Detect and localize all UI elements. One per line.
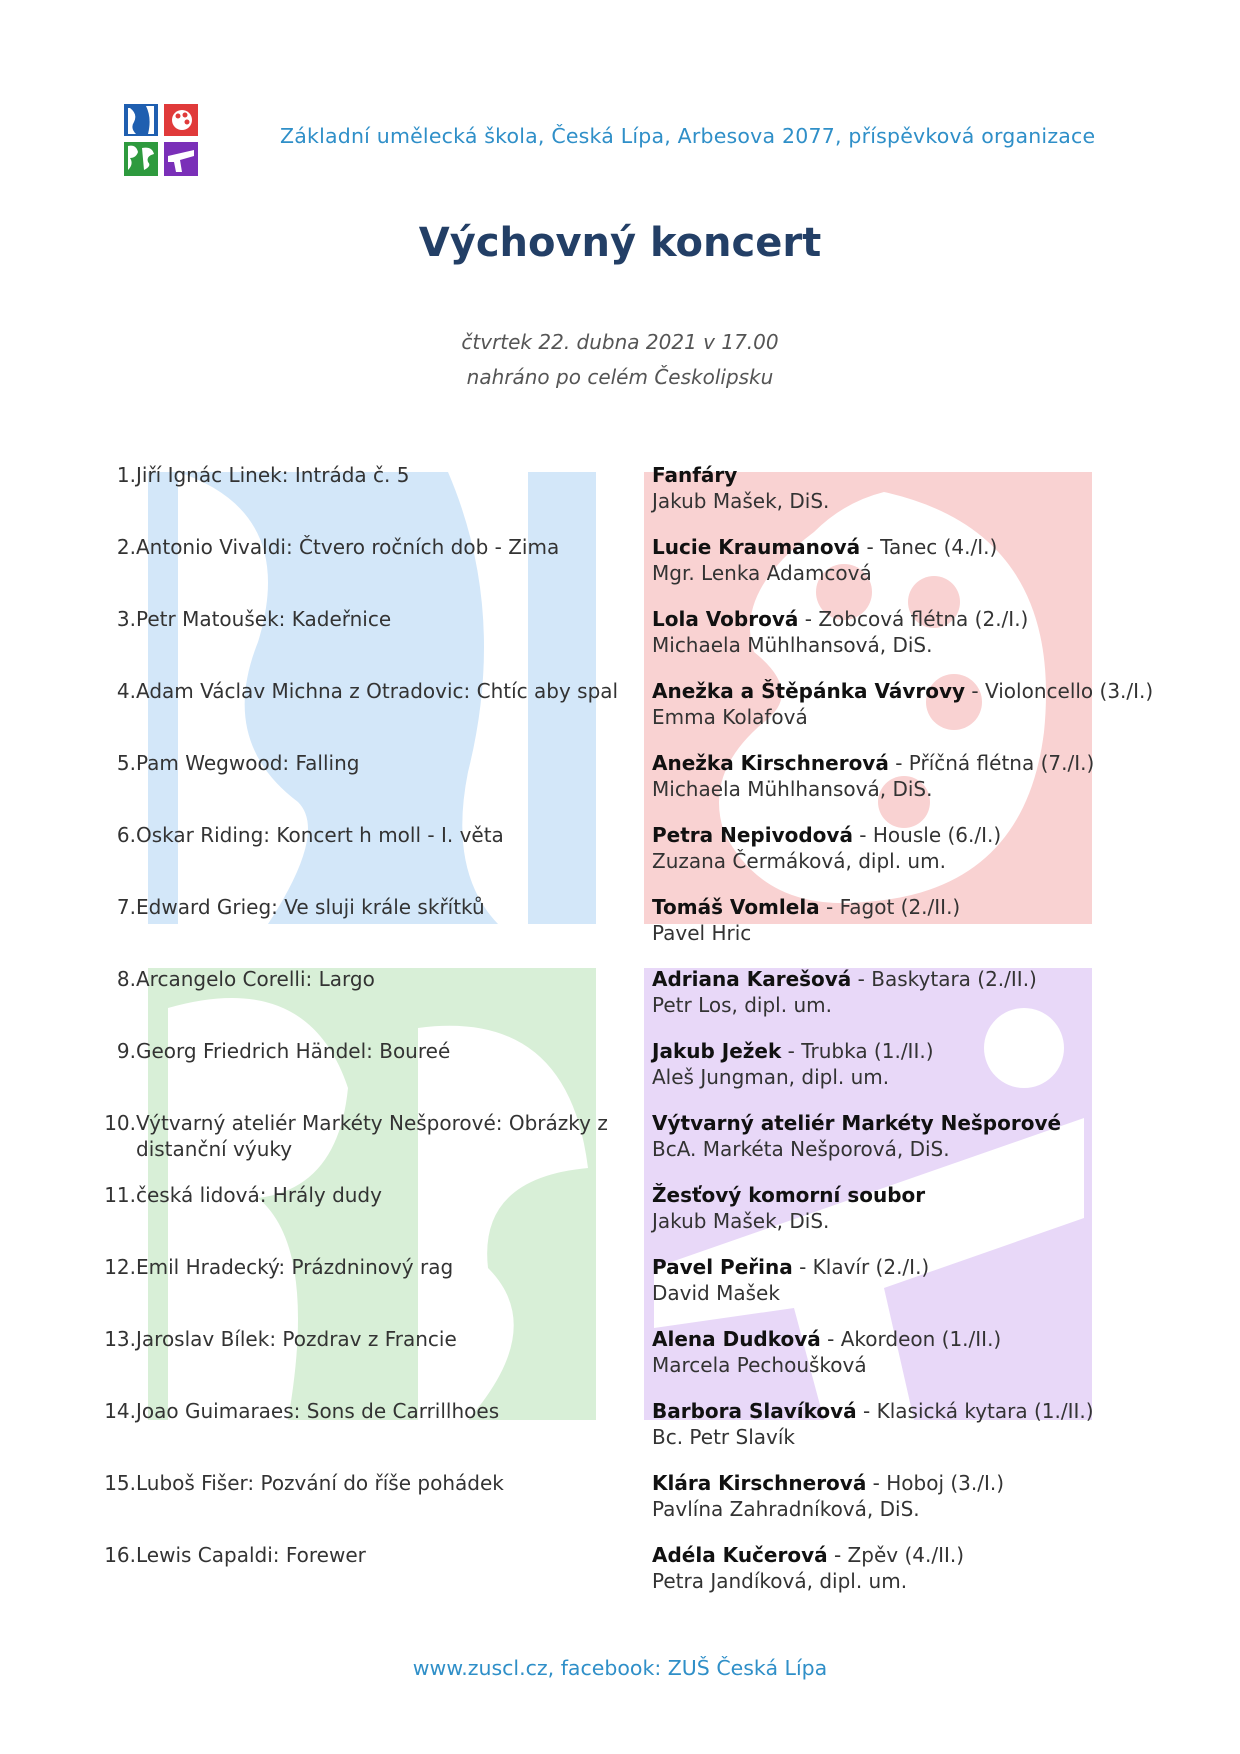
performer-name: Výtvarný ateliér Markéty Nešporové [652,1111,1062,1135]
performer-teacher: Petr Los, dipl. um. [652,993,832,1017]
performer-name: Anežka a Štěpánka Vávrovy [652,679,966,703]
performer-instrument: - Housle (6./I.) [852,823,1002,847]
program-performer-block [652,678,1212,730]
program-row [0,1110,1240,1182]
program-performer-block [652,1182,1212,1234]
program-piece: Oskar Riding: Koncert h moll - I. věta [136,823,504,847]
performer-instrument: - Baskytara (2./II.) [851,967,1037,991]
performer-teacher: Marcela Pechoušková [652,1353,867,1377]
program-number: 10. [104,1111,136,1135]
program-performer-block [652,966,1212,1018]
program-number: 7. [116,895,136,919]
performer-instrument: - Hoboj (3./I.) [866,1471,1005,1495]
performer-teacher: Jakub Mašek, DiS. [652,1209,830,1233]
program-number: 5. [116,751,136,775]
performer-name: Lola Vobrová [652,607,799,631]
program-row [0,1470,1240,1542]
program-row [0,1254,1240,1326]
program-piece: Petr Matoušek: Kadeřnice [136,607,392,631]
program-performer-block [652,534,1212,586]
program-row [0,1326,1240,1398]
program-piece: Výtvarný ateliér Markéty Nešporové: Obrázky z distanční výuky [136,1111,608,1161]
performer-name: Adéla Kučerová [652,1543,828,1567]
performer-name: Petra Nepivodová [652,823,853,847]
program-row [0,462,1240,534]
performer-name: Žesťový komorní soubor [652,1183,926,1207]
performer-teacher: Emma Kolafová [652,705,808,729]
program-piece: Edward Grieg: Ve sluji krále skřítků [136,895,485,919]
program-row [0,1038,1240,1110]
program-piece: Antonio Vivaldi: Čtvero ročních dob - Zima [136,535,560,559]
program-performer-block [652,1542,1212,1594]
program-piece: Luboš Fišer: Pozvání do říše pohádek [136,1471,504,1495]
performer-instrument: - Klavír (2./I.) [792,1255,930,1279]
performer-name: Lucie Kraumanová [652,535,861,559]
performer-name: Klára Kirschnerová [652,1471,867,1495]
performer-teacher: Jakub Mašek, DiS. [652,489,830,513]
performer-teacher: Petra Jandíková, dipl. um. [652,1569,908,1593]
program-performer-block [652,1398,1212,1450]
program-row [0,1398,1240,1470]
performer-teacher: Pavlína Zahradníková, DiS. [652,1497,920,1521]
performer-instrument: - Violoncello (3./I.) [965,679,1154,703]
program-piece: Georg Friedrich Händel: Boureé [136,1039,451,1063]
program-row [0,822,1240,894]
performer-teacher: David Mašek [652,1281,780,1305]
program-row [0,678,1240,750]
program-piece: Pam Wegwood: Falling [136,751,360,775]
program-number: 15. [104,1471,136,1495]
concert-date: čtvrtek 22. dubna 2021 v 17.00 [461,330,779,354]
program-row [0,966,1240,1038]
program-piece: Emil Hradecký: Prázdninový rag [136,1255,454,1279]
program-piece: Joao Guimaraes: Sons de Carrillhoes [136,1399,500,1423]
performer-instrument: - Tanec (4./I.) [860,535,998,559]
performer-instrument: - Zobcová flétna (2./I.) [798,607,1029,631]
performer-teacher: Aleš Jungman, dipl. um. [652,1065,890,1089]
performer-teacher: Mgr. Lenka Adamcová [652,561,872,585]
program-number: 1. [116,463,136,487]
program-number: 4. [116,679,136,703]
concert-note: nahráno po celém Českolipsku [466,365,774,389]
program-performer-block [652,1254,1212,1306]
program-number: 11. [104,1183,136,1207]
program-performer-block [652,606,1212,658]
performer-name: Barbora Slavíková [652,1399,857,1423]
program-row [0,750,1240,822]
program-row [0,534,1240,606]
program-performer-block [652,1470,1212,1522]
performer-teacher: Bc. Petr Slavík [652,1425,795,1449]
performer-teacher: Pavel Hric [652,921,752,945]
performer-instrument: - Zpěv (4./II.) [827,1543,965,1567]
performer-teacher: Michaela Mühlhansová, DiS. [652,633,933,657]
program-piece: Lewis Capaldi: Forewer [136,1543,366,1567]
program-row [0,894,1240,966]
performer-name: Pavel Peřina [652,1255,793,1279]
performer-instrument: - Trubka (1./II.) [781,1039,934,1063]
performer-teacher: BcA. Markéta Nešporová, DiS. [652,1137,950,1161]
performer-instrument: - Klasická kytara (1./II.) [856,1399,1094,1423]
program-piece: česká lidová: Hrály dudy [136,1183,382,1207]
footer-links: www.zuscl.cz, facebook: ZUŠ Česká Lípa [412,1656,828,1680]
performer-teacher: Zuzana Čermáková, dipl. um. [652,849,946,873]
program-number: 9. [116,1039,136,1063]
performer-teacher: Michaela Mühlhansová, DiS. [652,777,933,801]
program-row [0,606,1240,678]
program-number: 12. [104,1255,136,1279]
program-performer-block [652,1038,1212,1090]
program-piece: Arcangelo Corelli: Largo [136,967,375,991]
page-title: Výchovný koncert [418,220,822,266]
performer-name: Adriana Karešová [652,967,852,991]
performer-name: Fanfáry [652,463,738,487]
program-number: 16. [104,1543,136,1567]
performer-name: Anežka Kirschnerová [652,751,889,775]
performer-instrument: - Akordeon (1./II.) [820,1327,1002,1351]
program-performer-block [652,822,1212,874]
program-number: 6. [116,823,136,847]
program-row [0,1182,1240,1254]
program-number: 2. [116,535,136,559]
program-number: 8. [116,967,136,991]
school-logo-icon [124,104,198,176]
program-piece: Adam Václav Michna z Otradovic: Chtíc aby spal [136,679,619,703]
program-performer-block [652,894,1212,946]
program-piece: Jaroslav Bílek: Pozdrav z Francie [136,1327,457,1351]
performer-name: Jakub Ježek [652,1039,782,1063]
program-number: 14. [104,1399,136,1423]
program-piece: Jiří Ignác Linek: Intráda č. 5 [136,463,410,487]
performer-name: Tomáš Vomlela [652,895,820,919]
program-number: 13. [104,1327,136,1351]
program-performer-block [652,1326,1212,1378]
program-number: 3. [116,607,136,631]
school-name: Základní umělecká škola, Česká Lípa, Arbesova 2077, příspěvková organizace [280,124,1096,148]
program-row [0,1542,1240,1614]
performer-instrument: - Fagot (2./II.) [819,895,961,919]
performer-instrument: - Příčná flétna (7./I.) [888,751,1095,775]
performer-name: Alena Dudková [652,1327,821,1351]
program-performer-block [652,462,1212,514]
program-performer-block [652,1110,1212,1162]
program-performer-block [652,750,1212,802]
